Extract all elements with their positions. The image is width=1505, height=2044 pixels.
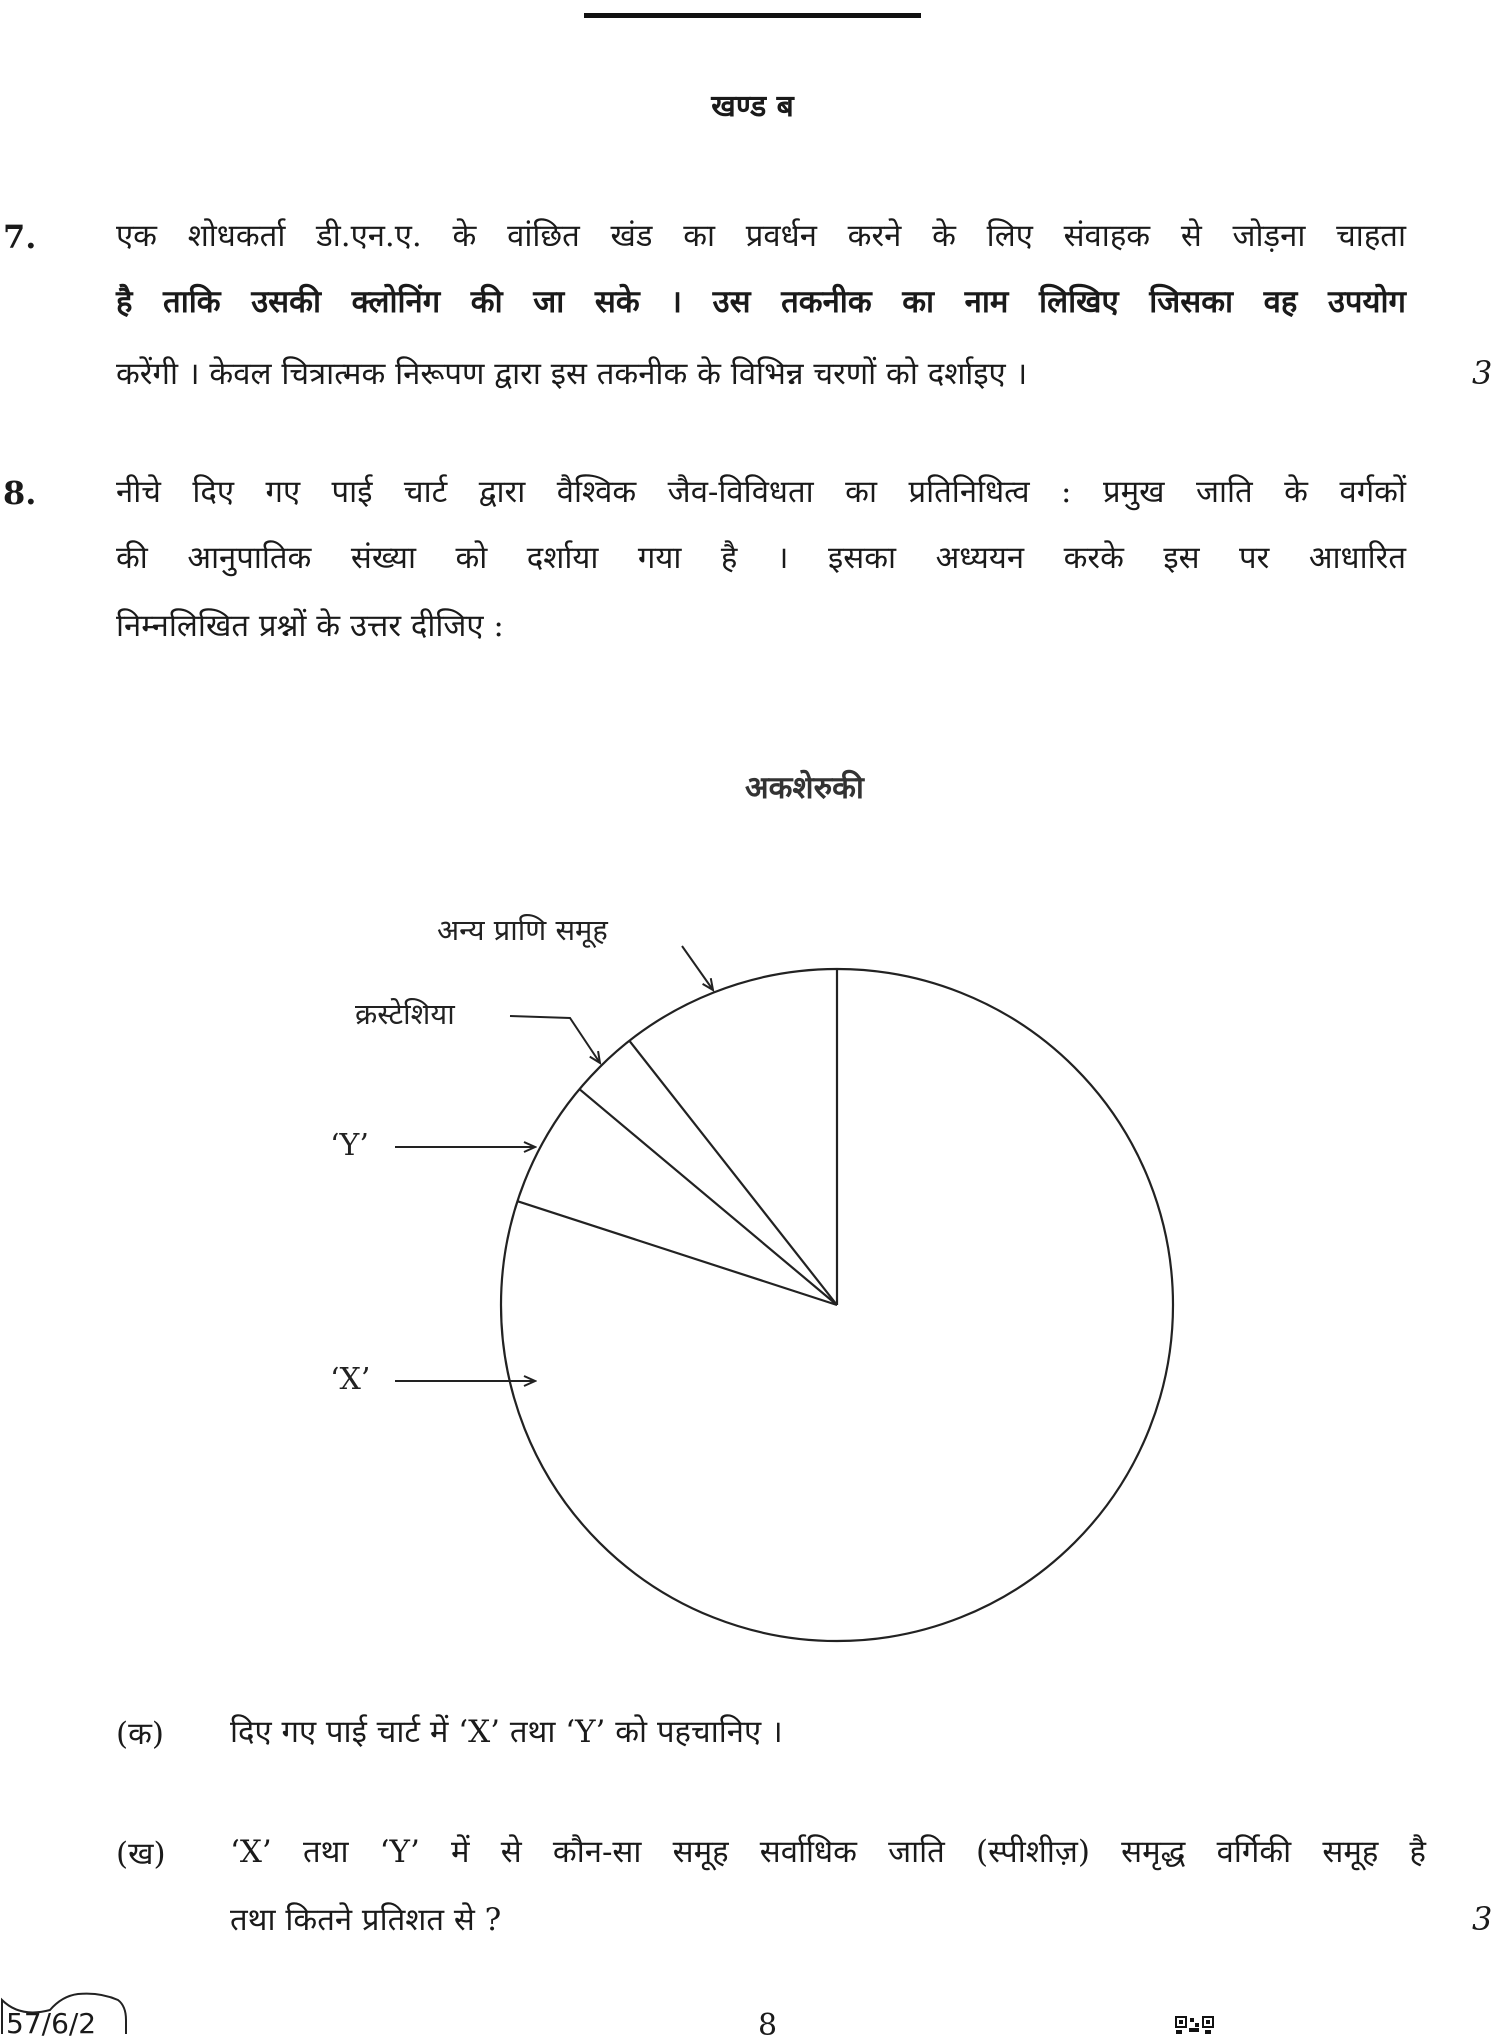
question-line: नीचे दिए गए पाई चार्ट द्वारा वैश्विक जैव-विविधता का प्रतिनिधित्व : प्रमुख जाति के वर्गकों (116, 474, 1406, 510)
page-number: 8 (758, 2008, 778, 2043)
sub-question-line: तथा कितने प्रतिशत से ? (230, 1902, 502, 1938)
sub-question-line: दिए गए पाई चार्ट में ‘X’ तथा ‘Y’ को पहचानिए । (230, 1714, 783, 1750)
question-line: एक शोधकर्ता डी.एन.ए. के वांछित खंड का प्रवर्धन करने के लिए संवाहक से जोड़ना चाहता (116, 218, 1406, 254)
label-x: ‘X’ (330, 1362, 371, 1397)
question-number: 7. (3, 218, 37, 256)
question-line: करेंगी । केवल चित्रात्मक निरूपण द्वारा इस तकनीक के विभिन्न चरणों को दर्शाइए । (116, 356, 1028, 392)
marks: 3 (1472, 1900, 1493, 1938)
question-line: है ताकि उसकी क्लोनिंग की जा सके । उस तकनीक का नाम लिखिए जिसका वह उपयोग (116, 284, 1406, 320)
question-number: 8. (3, 474, 37, 512)
paper-code: 57/6/2 (6, 2007, 97, 2040)
label-crustacea: क्रस्टेशिया (355, 997, 455, 1031)
label-y: ‘Y’ (330, 1128, 369, 1163)
label-other-animal-groups: अन्य प्राणि समूह (437, 913, 608, 947)
section-heading: खण्ड ब (711, 89, 794, 124)
question-line: निम्नलिखित प्रश्नों के उत्तर दीजिए : (116, 608, 504, 644)
marks: 3 (1472, 354, 1493, 392)
question-line: की आनुपातिक संख्या को दर्शाया गया है । इसका अध्ययन करके इस पर आधारित (116, 540, 1406, 576)
sub-question-line: ‘X’ तथा ‘Y’ में से कौन-सा समूह सर्वाधिक जाति (स्पीशीज़) समृद्ध वर्गिकी समूह है (230, 1834, 1426, 1870)
sub-question-label: (ख) (116, 1836, 166, 1872)
chart-title: अकशेरुकी (745, 770, 864, 806)
sub-question-label: (क) (116, 1716, 164, 1752)
qr-code-icon (1175, 2016, 1215, 2034)
